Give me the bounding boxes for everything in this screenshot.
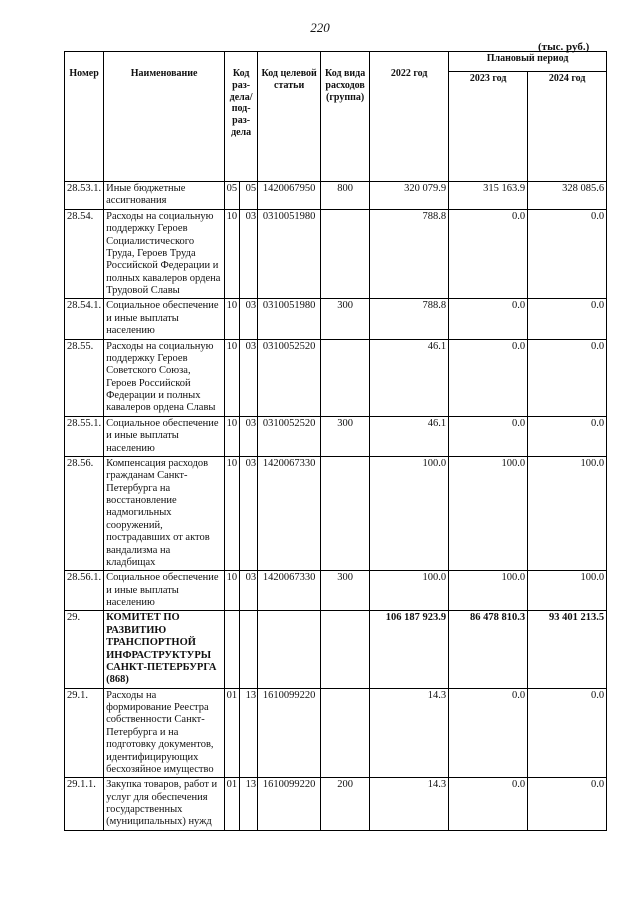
header-2023: 2023 год: [449, 72, 528, 182]
cell-number: 28.56.: [65, 456, 104, 570]
table-row: [65, 339, 607, 416]
cell-2023: 100.0: [449, 571, 528, 611]
cell-target: 0310052520: [258, 416, 321, 456]
cell-section: 10: [225, 299, 240, 339]
cell-name: Расходы на социальную поддержку Героев Советского Союза, Героев Российской Федерации и полных кавалеров ордена Славы: [104, 339, 225, 416]
cell-expense-type: [321, 688, 370, 778]
cell-section: 10: [225, 571, 240, 611]
cell-name: Закупка товаров, работ и услуг для обеспечения государственных (муниципальных) нужд: [104, 778, 225, 831]
cell-name: КОМИТЕТ ПО РАЗВИТИЮ ТРАНСПОРТНОЙ ИНФРАСТРУКТУРЫ САНКТ-ПЕТЕРБУРГА (868): [104, 611, 225, 688]
cell-2022: 14.3: [370, 688, 449, 778]
cell-number: 29.: [65, 611, 104, 688]
cell-target: 1610099220: [258, 778, 321, 831]
cell-target: 0310051980: [258, 299, 321, 339]
cell-section: 10: [225, 209, 240, 299]
cell-subsection: 03: [239, 209, 257, 299]
cell-2022: 100.0: [370, 456, 449, 570]
cell-2024: 100.0: [528, 571, 607, 611]
cell-target: 1420067330: [258, 456, 321, 570]
header-number: Номер: [65, 52, 104, 182]
cell-expense-type: 300: [321, 299, 370, 339]
cell-section: 10: [225, 456, 240, 570]
cell-2022: 106 187 923.9: [370, 611, 449, 688]
header-2022: 2022 год: [370, 52, 449, 182]
cell-subsection: 13: [239, 688, 257, 778]
cell-number: 29.1.: [65, 688, 104, 778]
cell-2024: 328 085.6: [528, 182, 607, 210]
table-row: [65, 778, 607, 831]
cell-number: 28.56.1.: [65, 571, 104, 611]
cell-2023: 0.0: [449, 209, 528, 299]
cell-name: Социальное обеспечение и иные выплаты населению: [104, 299, 225, 339]
cell-expense-type: 300: [321, 571, 370, 611]
cell-expense-type: [321, 339, 370, 416]
cell-2024: 0.0: [528, 416, 607, 456]
cell-expense-type: [321, 209, 370, 299]
cell-name: Расходы на формирование Реестра собственности Санкт-Петербурга и на подготовку документов, идентифицирующих бесхозяйное имущество: [104, 688, 225, 778]
table-row: [65, 416, 607, 456]
table-row: [65, 611, 607, 688]
cell-subsection: 03: [239, 339, 257, 416]
cell-target: 1610099220: [258, 688, 321, 778]
header-name: Наименование: [104, 52, 225, 182]
cell-number: 28.55.1.: [65, 416, 104, 456]
header-2024: 2024 год: [528, 72, 607, 182]
cell-section: [225, 611, 240, 688]
cell-2023: 100.0: [449, 456, 528, 570]
table-row: [65, 209, 607, 299]
header-section: Код раз-дела/ под-раз-дела: [225, 52, 258, 182]
cell-2024: 100.0: [528, 456, 607, 570]
cell-2022: 14.3: [370, 778, 449, 831]
cell-target: 0310052520: [258, 339, 321, 416]
cell-name: Иные бюджетные ассигнования: [104, 182, 225, 210]
cell-section: 05: [225, 182, 240, 210]
cell-number: 29.1.1.: [65, 778, 104, 831]
cell-subsection: 03: [239, 571, 257, 611]
cell-name: Расходы на социальную поддержку Героев Социалистического Труда, Героев Труда Российской Федерации и полных кавалеров ордена Трудовой Славы: [104, 209, 225, 299]
cell-target: 1420067330: [258, 571, 321, 611]
cell-2022: 788.8: [370, 299, 449, 339]
cell-subsection: 03: [239, 299, 257, 339]
cell-number: 28.54.1.: [65, 299, 104, 339]
cell-2022: 46.1: [370, 339, 449, 416]
cell-name: Социальное обеспечение и иные выплаты населению: [104, 571, 225, 611]
table-body: [65, 182, 607, 831]
table-row: [65, 299, 607, 339]
cell-2023: 0.0: [449, 778, 528, 831]
cell-2024: 0.0: [528, 778, 607, 831]
cell-subsection: 03: [239, 456, 257, 570]
header-expense-type: Код вида расходов (группа): [321, 52, 370, 182]
cell-name: Социальное обеспечение и иные выплаты населению: [104, 416, 225, 456]
cell-name: Компенсация расходов гражданам Санкт-Петербурга на восстановление надмогильных сооружений, пострадавших от актов вандализма на кладбищах: [104, 456, 225, 570]
cell-section: 01: [225, 778, 240, 831]
cell-2023: 86 478 810.3: [449, 611, 528, 688]
cell-2023: 315 163.9: [449, 182, 528, 210]
cell-2023: 0.0: [449, 688, 528, 778]
cell-number: 28.53.1.: [65, 182, 104, 210]
table-row: [65, 182, 607, 210]
header-row-1: [65, 52, 607, 72]
cell-2024: 0.0: [528, 299, 607, 339]
table-row: [65, 688, 607, 778]
cell-section: 10: [225, 339, 240, 416]
cell-target: 0310051980: [258, 209, 321, 299]
cell-expense-type: [321, 456, 370, 570]
cell-target: 1420067950: [258, 182, 321, 210]
cell-expense-type: 800: [321, 182, 370, 210]
cell-2022: 46.1: [370, 416, 449, 456]
header-target: Код целевой статьи: [258, 52, 321, 182]
cell-expense-type: 200: [321, 778, 370, 831]
table-row: [65, 456, 607, 570]
cell-2022: 320 079.9: [370, 182, 449, 210]
cell-section: 01: [225, 688, 240, 778]
page-number: 220: [310, 20, 330, 35]
cell-section: 10: [225, 416, 240, 456]
cell-subsection: 05: [239, 182, 257, 210]
cell-2024: 0.0: [528, 339, 607, 416]
cell-2024: 0.0: [528, 688, 607, 778]
cell-subsection: [239, 611, 257, 688]
cell-2022: 788.8: [370, 209, 449, 299]
cell-target: [258, 611, 321, 688]
budget-table: [64, 51, 607, 831]
cell-subsection: 13: [239, 778, 257, 831]
cell-subsection: 03: [239, 416, 257, 456]
header-planned-period: Плановый период: [449, 52, 607, 72]
cell-2023: 0.0: [449, 416, 528, 456]
cell-number: 28.54.: [65, 209, 104, 299]
table-row: [65, 571, 607, 611]
units-label: (тыс. руб.): [538, 41, 590, 53]
cell-2022: 100.0: [370, 571, 449, 611]
cell-2023: 0.0: [449, 339, 528, 416]
cell-2024: 93 401 213.5: [528, 611, 607, 688]
cell-number: 28.55.: [65, 339, 104, 416]
cell-expense-type: 300: [321, 416, 370, 456]
cell-expense-type: [321, 611, 370, 688]
cell-2024: 0.0: [528, 209, 607, 299]
cell-2023: 0.0: [449, 299, 528, 339]
